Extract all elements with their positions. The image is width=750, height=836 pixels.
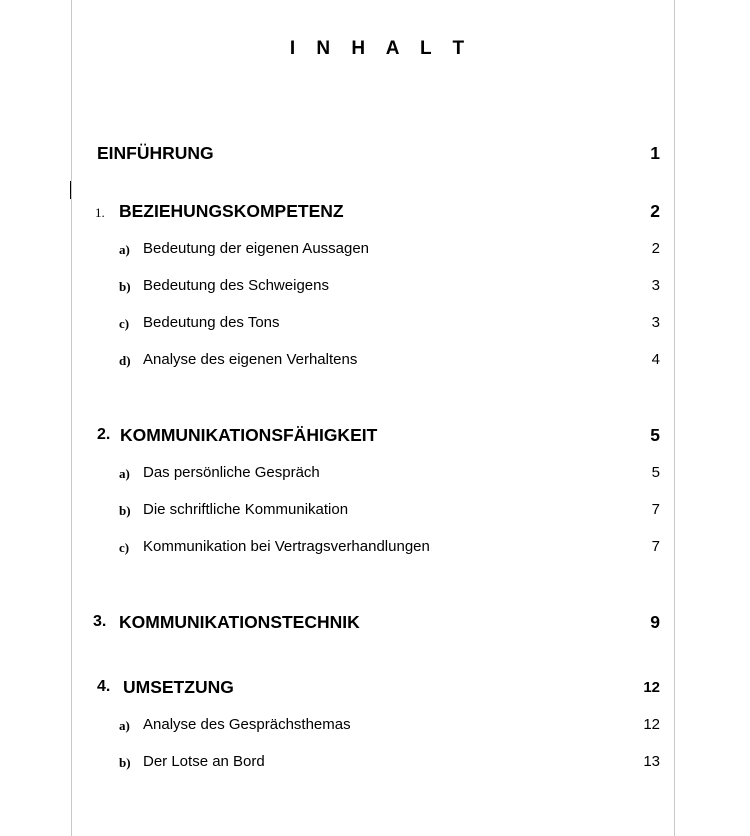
toc-entry-page: 3 — [651, 277, 660, 294]
page-edge-left — [71, 0, 72, 836]
toc-entry-letter: a) — [119, 466, 130, 481]
toc-entry-page: 12 — [643, 679, 660, 696]
page-edge-right — [674, 0, 675, 836]
toc-entry-label: Bedeutung der eigenen Aussagen — [143, 240, 370, 257]
toc-entry-letter: c) — [119, 316, 130, 331]
toc-entry-label: Die schriftliche Kommunikation — [143, 501, 349, 518]
text-cursor — [70, 181, 71, 199]
toc-entry-label: UMSETZUNG — [123, 677, 234, 697]
toc-entry-label: EINFÜHRUNG — [97, 143, 214, 163]
toc-entry-page: 1 — [650, 143, 660, 163]
toc-entry-page: 4 — [651, 351, 660, 368]
toc-entry-page: 12 — [643, 716, 660, 733]
toc-entry-label: Bedeutung des Schweigens — [143, 277, 329, 294]
toc-entry-letter: c) — [119, 540, 130, 555]
toc-entry-page: 13 — [643, 753, 660, 770]
toc-entry-page: 5 — [651, 464, 660, 481]
toc-entry-label: Der Lotse an Bord — [143, 753, 265, 770]
toc-entry-label: Analyse des eigenen Verhaltens — [143, 351, 358, 368]
toc-entry-letter: a) — [119, 718, 130, 733]
toc-entry-number: 3. — [93, 613, 107, 630]
toc-entry-label: Bedeutung des Tons — [143, 314, 280, 331]
toc-entry-letter: d) — [119, 353, 131, 368]
toc-entry-page: 7 — [651, 538, 660, 555]
toc-entry-label: Kommunikation bei Vertragsverhandlungen — [143, 538, 430, 555]
toc-entry-page: 9 — [650, 612, 660, 632]
toc-entry-number: 4. — [97, 678, 111, 695]
toc-entry-label: KOMMUNIKATIONSTECHNIK — [119, 612, 360, 632]
toc-entry-page: 5 — [650, 425, 660, 445]
toc-entry-page: 2 — [651, 240, 660, 257]
toc-entry-letter: b) — [119, 279, 131, 294]
toc-entry-letter: b) — [119, 755, 131, 770]
toc-entry-label: Das persönliche Gespräch — [143, 464, 320, 481]
toc-entry-page: 2 — [650, 201, 660, 221]
toc-entry-page: 7 — [651, 501, 660, 518]
toc-entry-page: 3 — [651, 314, 660, 331]
toc-entry-label: BEZIEHUNGSKOMPETENZ — [119, 201, 344, 221]
toc-entry-label: Analyse des Gesprächsthemas — [143, 716, 351, 733]
toc-title: I N H A L T — [289, 38, 473, 59]
toc-entry-number: 1. — [95, 205, 105, 220]
toc-entry-label: KOMMUNIKATIONSFÄHIGKEIT — [120, 425, 378, 445]
toc-entry-letter: a) — [119, 242, 130, 257]
toc-entry-number: 2. — [97, 426, 111, 443]
toc-entry-letter: b) — [119, 503, 131, 518]
